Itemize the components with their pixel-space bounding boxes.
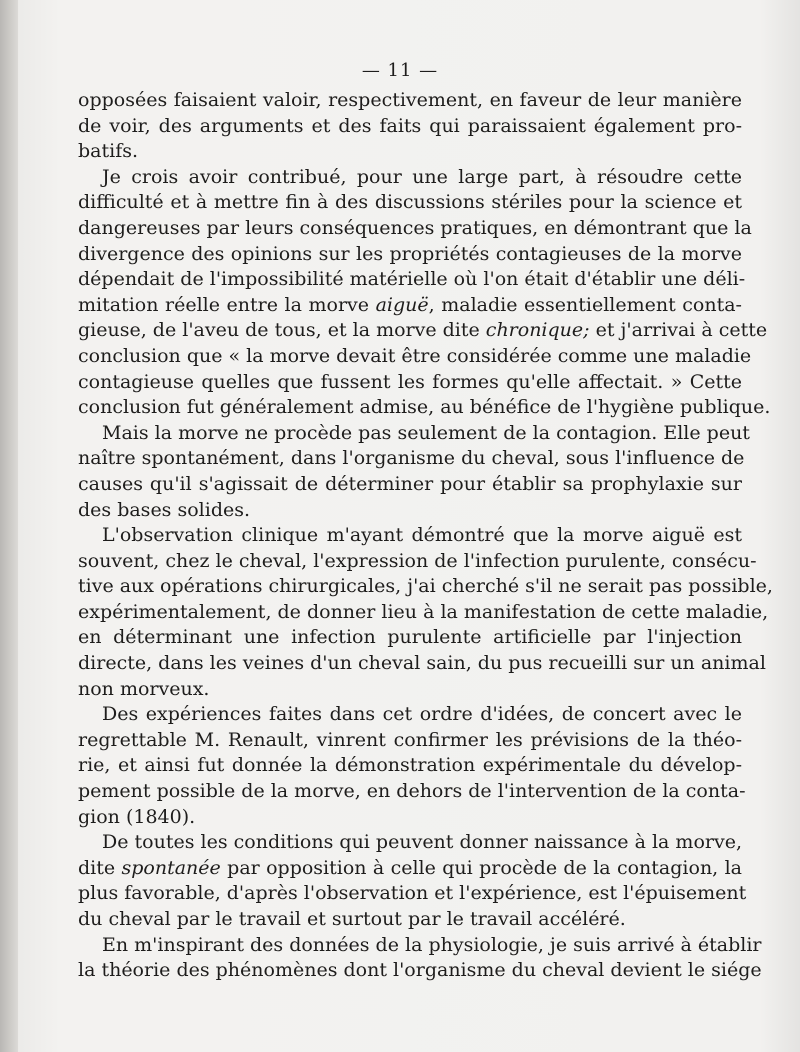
- text-line: pement possible de la morve, en dehors de l'intervention de la conta-: [78, 780, 746, 803]
- text-line: conclusion fut généralement admise, au bénéfice de l'hygiène publique.: [78, 396, 771, 419]
- text-line: tive aux opérations chirurgicales, j'ai cherché s'il ne serait pas possible,: [78, 575, 773, 598]
- text-line: divergence des opinions sur les propriétés contagieuses de la morve: [78, 242, 742, 265]
- text-line: batifs.: [78, 140, 139, 163]
- paragraph-4: [78, 523, 773, 702]
- text-line: [78, 293, 742, 319]
- text-line: regrettable M. Renault, vinrent confirmer les prévisions de la théo-: [78, 728, 742, 751]
- text-segment: et j'arrivai à cette: [589, 319, 768, 342]
- text-segment: , maladie essentiellement conta-: [428, 293, 742, 316]
- text-line: dangereuses par leurs conséquences pratiques, en démontrant que la: [78, 216, 752, 239]
- paragraph-3: [78, 421, 750, 523]
- text-segment: par opposition à celle qui procède de la contagion, la: [220, 856, 742, 879]
- text-line: directe, dans les veines d'un cheval sain, du pus recueilli sur un animal: [78, 652, 766, 675]
- text-line: De toutes les conditions qui peuvent donner naissance à la morve,: [102, 831, 742, 854]
- italic-term: aiguë: [375, 293, 429, 316]
- paragraph-2: [78, 165, 771, 421]
- text-line: dépendait de l'impossibilité matérielle où l'on était d'établir une déli-: [78, 268, 746, 291]
- text-line: souvent, chez le cheval, l'expression de l'infection purulente, consécu-: [78, 549, 757, 572]
- text-segment: gieuse, de l'aveu de tous, et la morve dite: [78, 319, 486, 342]
- paragraph-1: [78, 88, 742, 165]
- text-line: conclusion que « la morve devait être considérée comme une maladie: [78, 344, 752, 367]
- text-segment: dite: [78, 856, 122, 879]
- text-line: [78, 318, 768, 344]
- text-line: opposées faisaient valoir, respectivement, en faveur de leur manière: [78, 89, 742, 111]
- text-segment: mitation réelle entre la morve: [78, 293, 376, 316]
- text-line: naître spontanément, dans l'organisme du cheval, sous l'influence de: [78, 447, 745, 470]
- text-line: Des expériences faites dans cet ordre d'idées, de concert avec le: [102, 703, 742, 726]
- page-spine-shadow: [0, 0, 18, 1052]
- body-text: [78, 88, 773, 984]
- text-line: plus favorable, d'après l'observation et l'expérience, est l'épuisement: [78, 882, 747, 905]
- text-line: du cheval par le travail et surtout par le travail accéléré.: [78, 908, 626, 930]
- paragraph-7: [78, 933, 762, 984]
- text-line: des bases solides.: [78, 498, 251, 521]
- text-line: de voir, des arguments et des faits qui paraissaient également pro-: [78, 114, 742, 137]
- text-line: [78, 856, 742, 882]
- text-line: difficulté et à mettre fin à des discussions stériles pour la science et: [78, 191, 742, 214]
- text-line: contagieuse quelles que fussent les formes qu'elle affectait. » Cette: [78, 370, 742, 393]
- text-line: expérimentalement, de donner lieu à la manifestation de cette maladie,: [78, 600, 769, 623]
- text-line: gion (1840).: [78, 805, 196, 828]
- text-line: causes qu'il s'agissait de déterminer pour établir sa prophylaxie sur: [78, 472, 742, 495]
- italic-term: spontanée: [121, 856, 221, 879]
- text-line: En m'inspirant des données de la physiologie, je suis arrivé à établir: [102, 933, 762, 956]
- text-line: non morveux.: [78, 677, 210, 700]
- paragraph-6: [78, 830, 747, 932]
- page-number: — 11 —: [361, 60, 439, 81]
- italic-term: chronique;: [485, 319, 590, 342]
- text-line: la théorie des phénomènes dont l'organisme du cheval devient le siége: [78, 959, 762, 982]
- paragraph-5: [78, 702, 746, 830]
- text-line: L'observation clinique m'ayant démontré que la morve aiguë est: [102, 524, 742, 547]
- text-line: Je crois avoir contribué, pour une large part, à résoudre cette: [102, 165, 742, 188]
- text-line: rie, et ainsi fut donnée la démonstration expérimentale du dévelop-: [78, 754, 742, 777]
- text-line: en déterminant une infection purulente artificielle par l'injection: [78, 626, 742, 649]
- text-line: Mais la morve ne procède pas seulement de la contagion. Elle peut: [102, 421, 750, 444]
